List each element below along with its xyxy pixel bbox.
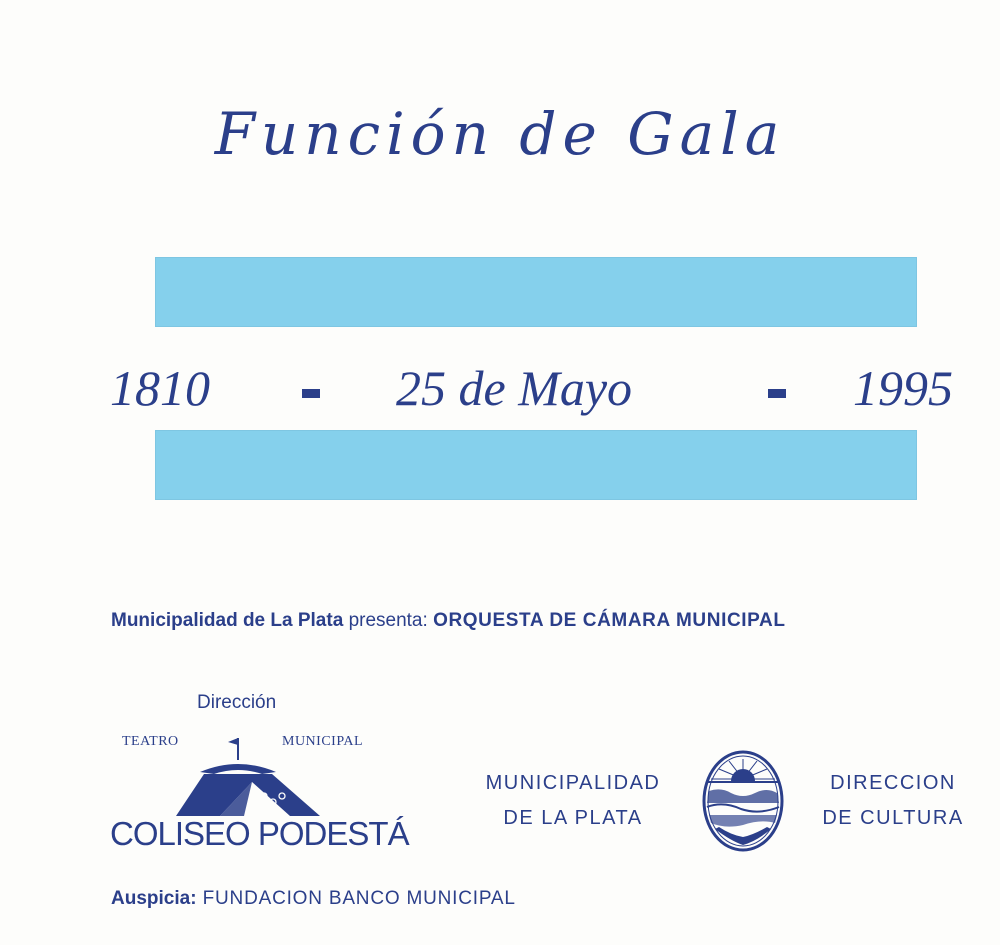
teatro-direction-label: Dirección — [197, 692, 277, 713]
page-title: Función de Gala — [214, 100, 786, 168]
coat-of-arms-icon — [701, 749, 785, 853]
sponsor-label: Auspicia: — [111, 888, 197, 909]
presenter-name: Municipalidad de La Plata — [111, 610, 344, 631]
sponsor-line — [111, 888, 516, 910]
culture-line-2: DE CULTURA — [822, 807, 964, 829]
end-year: 1995 — [853, 360, 953, 416]
municipality-line-2: DE LA PLATA — [503, 807, 643, 829]
start-year: 1810 — [110, 360, 210, 416]
municipal-word: MUNICIPAL — [282, 734, 363, 749]
sponsor-name: FUNDACION BANCO MUNICIPAL — [202, 888, 516, 909]
flag-band-top — [155, 257, 917, 327]
flag-band-bottom — [155, 430, 917, 500]
municipality-label — [468, 766, 678, 836]
municipality-line-1: MUNICIPALIDAD — [485, 772, 661, 794]
culture-label — [808, 766, 978, 836]
culture-line-1: DIRECCION — [830, 772, 956, 794]
presentation-line — [111, 610, 786, 632]
performer-name: ORQUESTA DE CÁMARA MUNICIPAL — [433, 610, 786, 631]
date-dash-left — [302, 389, 320, 398]
event-date: 25 de Mayo — [396, 360, 633, 416]
teatro-word: TEATRO — [122, 734, 179, 749]
theatre-tent-logo-icon — [170, 734, 330, 820]
presents-verb: presenta: — [348, 610, 428, 631]
coliseo-podesta-name: COLISEO PODESTÁ — [110, 815, 409, 852]
date-dash-right — [768, 389, 786, 398]
